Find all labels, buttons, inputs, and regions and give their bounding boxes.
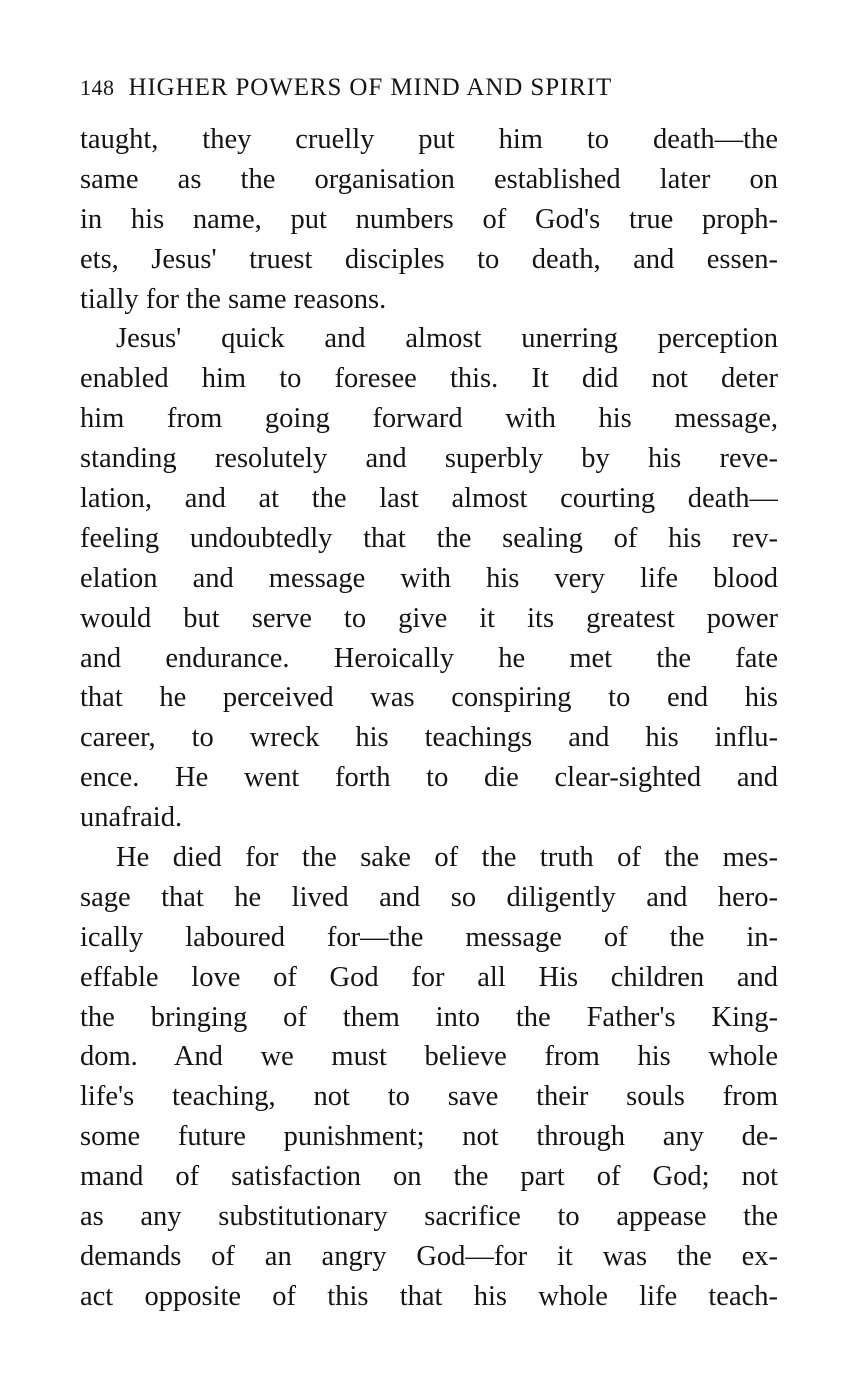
text-line: tially for the same reasons. <box>80 283 387 315</box>
text-line: demands of an angry God—for it was the ex- <box>80 1240 778 1272</box>
text-line: taught, they cruelly put him to death—the <box>80 124 778 155</box>
text-line: same as the organisation established later on <box>80 163 778 195</box>
text-line: effable love of God for all His children and <box>80 961 778 993</box>
text-line: ets, Jesus' truest disciples to death, and essen- <box>80 243 778 275</box>
text-line: lation, and at the last almost courting death— <box>80 483 778 515</box>
text-line: life's teaching, not to save their souls from <box>80 1081 778 1113</box>
text-line: feeling undoubtedly that the sealing of his rev- <box>80 522 778 554</box>
text-line: Jesus' quick and almost unerring perception <box>116 323 778 355</box>
paragraph-1 <box>80 120 778 319</box>
running-title: HIGHER POWERS OF MIND AND SPIRIT <box>128 74 613 101</box>
text-line: as any substitutionary sacrifice to appease the <box>80 1201 778 1233</box>
text-line: dom. And we must believe from his whole <box>80 1041 778 1073</box>
text-line: some future punishment; not through any de- <box>80 1121 778 1153</box>
text-line: would but serve to give it its greatest power <box>80 602 778 634</box>
page-number: 148 <box>80 75 115 100</box>
text-line: career, to wreck his teachings and his influ- <box>80 722 778 754</box>
text-line: ence. He went forth to die clear-sighted and <box>80 762 778 794</box>
paragraph-3 <box>80 838 778 1317</box>
text-line: unafraid. <box>80 802 183 834</box>
text-line: and endurance. Heroically he met the fate <box>80 642 778 674</box>
text-line: He died for the sake of the truth of the mes- <box>116 842 778 874</box>
text-line: standing resolutely and superbly by his reve- <box>80 443 778 475</box>
book-page <box>80 68 778 1317</box>
text-line: him from going forward with his message, <box>80 403 778 435</box>
text-line: enabled him to foresee this. It did not deter <box>80 363 778 395</box>
text-line: the bringing of them into the Father's King- <box>80 1001 778 1033</box>
text-line: ically laboured for—the message of the in- <box>80 921 778 953</box>
text-line: in his name, put numbers of God's true proph- <box>80 203 778 235</box>
paragraph-2 <box>80 319 778 838</box>
text-line: mand of satisfaction on the part of God; not <box>80 1161 778 1193</box>
text-line: sage that he lived and so diligently and hero- <box>80 881 778 913</box>
text-line: elation and message with his very life blood <box>80 562 778 594</box>
text-line: that he perceived was conspiring to end his <box>80 682 778 714</box>
running-head <box>80 68 778 120</box>
text-line: act opposite of this that his whole life teach- <box>80 1280 778 1312</box>
